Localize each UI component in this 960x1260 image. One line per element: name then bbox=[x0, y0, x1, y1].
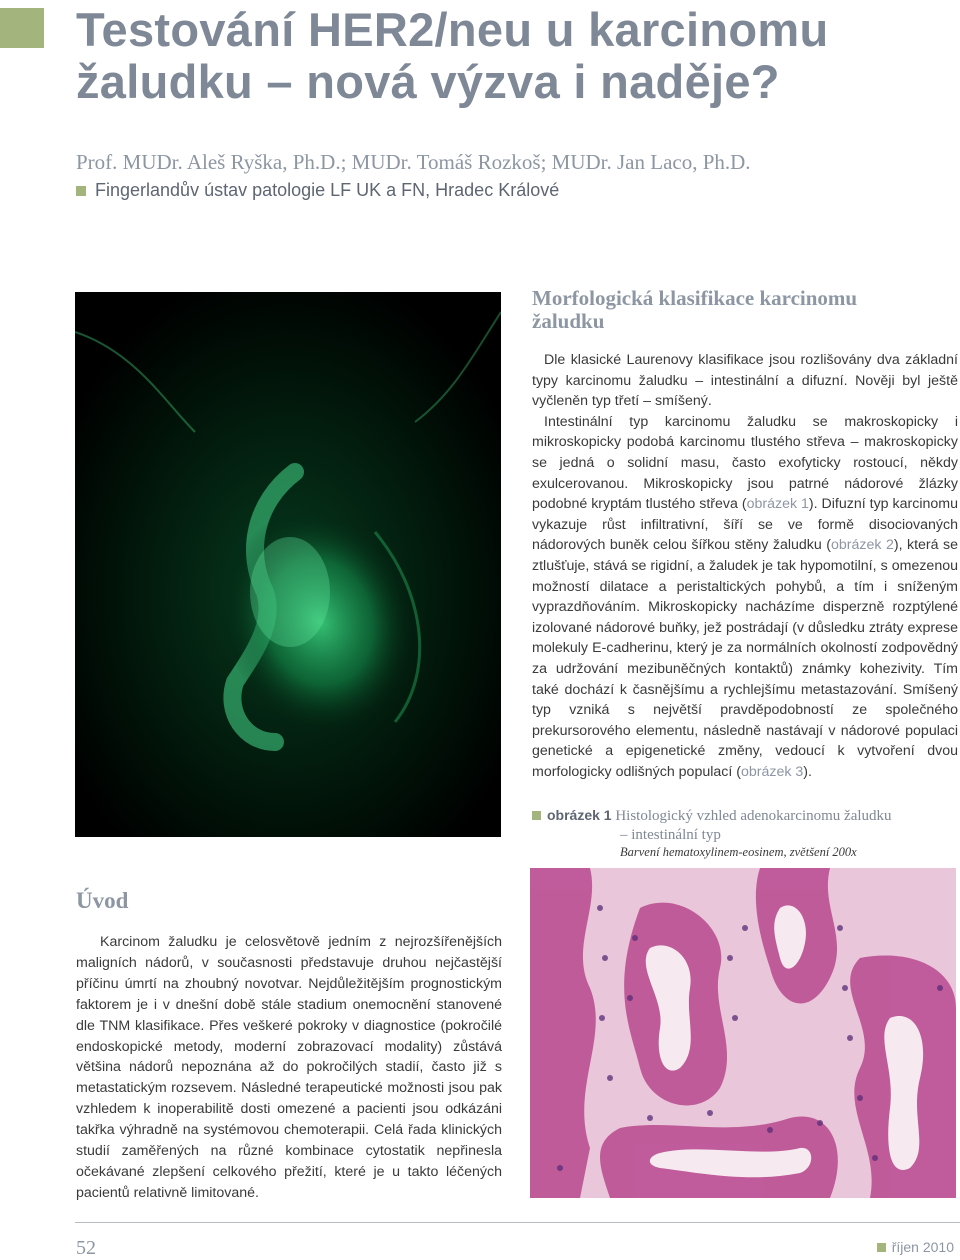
figure-ref-3[interactable]: obrázek 3 bbox=[740, 763, 804, 780]
issue-label bbox=[877, 1239, 954, 1255]
square-bullet-icon bbox=[877, 1243, 886, 1252]
para2-text-b: ). Difuzní typ karcinomu vykazuje růst infiltrativní, šíří se ve formě disociovaných nádorových buněk celou šířkou stěny žaludku ( bbox=[532, 496, 958, 554]
institute-line bbox=[76, 180, 559, 201]
histology-drawing bbox=[530, 868, 956, 1198]
para2-text-d: ). bbox=[803, 763, 812, 780]
histology-image bbox=[530, 868, 956, 1198]
title-line-2: žaludku – nová výzva i naděje? bbox=[76, 55, 780, 108]
authors: Prof. MUDr. Aleš Ryška, Ph.D.; MUDr. Tomáš Rozkoš; MUDr. Jan Laco, Ph.D. bbox=[76, 150, 751, 174]
title-line-1: Testování HER2/neu u karcinomu bbox=[76, 3, 829, 56]
square-bullet-icon bbox=[76, 186, 86, 196]
intro-body bbox=[76, 932, 502, 1204]
article-title bbox=[76, 4, 956, 108]
figure-ref-2[interactable]: obrázek 2 bbox=[830, 537, 894, 554]
section-title-line-1: Morfologická klasifikace karcinomu bbox=[532, 286, 858, 310]
section-title-line-2: žaludku bbox=[532, 309, 605, 333]
stomach-xray-image bbox=[75, 292, 501, 837]
issue-date: říjen 2010 bbox=[891, 1239, 954, 1255]
para2-text-a: Intestinální typ karcinomu žaludku se makroskopicky i mikroskopicky podobá karcinomu tlustého střeva – makroskopicky se jedná o solidní masu, často exofyticky rostoucí, někdy exulcerovanou. Mikroskopicky jsou patrné nádorové žlázky podobné kryptám tlustého střeva ( bbox=[532, 413, 958, 513]
section-title bbox=[532, 287, 932, 333]
page-number: 52 bbox=[76, 1237, 96, 1259]
institute: Fingerlandův ústav patologie LF UK a FN, Hradec Králové bbox=[95, 180, 560, 200]
corner-accent-square bbox=[0, 8, 44, 48]
intro-paragraph-1: Karcinom žaludku je celosvětově jedním z nejrozšířenějších maligních nádorů, v současnosti představuje druhou nejčastější příčinu úmrtí na zhoubný novotvar. Nejdůležitějším prognostickým faktorem je i v dnešní době stále stadium onemocnění stanovené dle TNM klasifikace. Přes veškeré pokroky v diagnostice (pokročilé endoskopické metody, moderní zobrazovací modality) zůstává většina nádorů nepoznána až do pokročilých stadií, často již s metastatickým rozsevem. Následné terapeutické možnosti jsou pak vzhledem k inoperabilitě dosti omezené a pacienti jsou odkázáni takřka výhradně na systémovou chemoterapii. Celá řada klinických studií zaměřených na různé kombinace cytostatik nepřinesla očekávané zlepšení celkového přežití, které je u takto léčených pacientů relativně limitované. bbox=[76, 934, 502, 1201]
para2-text-c: ), která se ztlušťuje, stává se rigidní, a žaludek je tak hypomotilní, s omezenou možností dilatace a peristaltických pohybů, a tím i sníženým vyprazdňováním. Mikroskopicky nacházíme disperzně rozptýlené izolované nádorové buňky, jež postrádají (v důsledku ztráty exprese molekuly E-cadherinu, který je za normálních okolností zodpovědný za udržování mezibuněčných kontaktů) známky kohezivity. Tím také dochází k časnějšímu a rychlejšímu metastazování. Smíšený typ vzniká s největší pravděpodobností ze společného prekursorového elementu, následně nastávají v nádorové populaci genetické a epigenetické změny, vedoucí k vytvoření dvou morfologicky odlišných populací ( bbox=[532, 537, 958, 780]
figure-ref-1[interactable]: obrázek 1 bbox=[746, 496, 809, 513]
figure-caption bbox=[532, 806, 952, 845]
figure-caption-line-1: Histologický vzhled adenokarcinomu žaludku bbox=[615, 808, 892, 824]
intro-title: Úvod bbox=[76, 888, 129, 913]
section-paragraph-1: Dle klasické Laurenovy klasifikace jsou rozlišovány dva základní typy karcinomu žaludku – intestinální a difuzní. Nověji byl ještě vyčleněn typ třetí – smíšený. bbox=[532, 352, 958, 410]
figure-label: obrázek 1 bbox=[547, 807, 612, 823]
xray-drawing bbox=[75, 292, 501, 837]
section-paragraph-2 bbox=[532, 412, 958, 783]
figure-caption-line-2: – intestinální typ bbox=[620, 827, 721, 843]
section-body bbox=[532, 350, 958, 782]
footer-divider bbox=[75, 1222, 960, 1223]
square-bullet-icon bbox=[532, 811, 541, 820]
figure-stain-note: Barvení hematoxylinem-eosinem, zvětšení 200x bbox=[620, 845, 857, 859]
